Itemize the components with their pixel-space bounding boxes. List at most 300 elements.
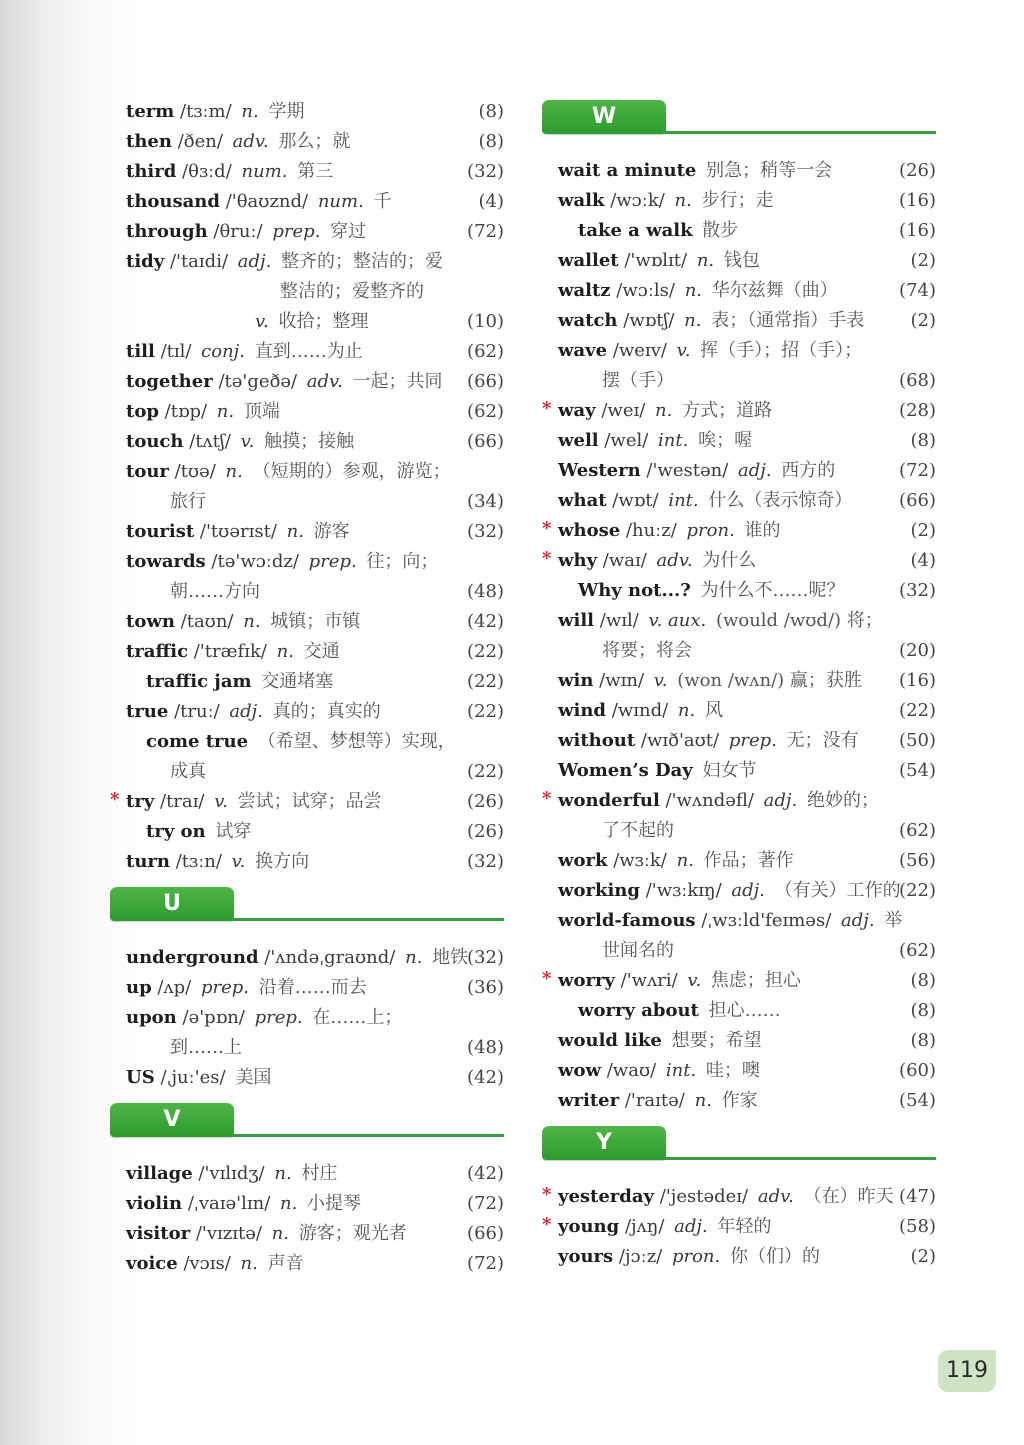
entry-word: world-famous	[558, 910, 696, 931]
entry-phonetic: /tə'wɔːdz/	[211, 551, 299, 572]
entry-pos: num.	[312, 191, 364, 212]
phrase: try on	[146, 821, 206, 842]
entry-meaning: 方式；道路	[676, 400, 773, 421]
entry-word: true	[126, 701, 169, 722]
entry-word: try	[126, 791, 155, 812]
glossary-entry	[126, 277, 504, 307]
entry-pos: v.	[208, 791, 228, 812]
section-rule	[662, 131, 936, 134]
entry-meaning-continued: 世闻名的	[602, 940, 674, 961]
glossary-entry	[126, 1159, 504, 1189]
entry-pos: int.	[652, 430, 689, 451]
entry-page: (72)	[467, 1253, 504, 1274]
entry-phonetic: /huːz/	[625, 520, 677, 541]
glossary-entry	[126, 157, 504, 187]
entry-meaning: 挥（手）；招（手）；	[694, 340, 863, 361]
entry-pos: adj.	[835, 910, 875, 931]
entry-meaning: 想要；希望	[665, 1030, 762, 1051]
glossary-entry	[542, 1212, 936, 1242]
glossary-entry	[126, 1063, 504, 1093]
entry-page: (62)	[899, 940, 936, 961]
entry-word: Women’s Day	[558, 760, 693, 781]
entry-phonetic: /'westən/	[646, 460, 729, 481]
star-marker: *	[110, 789, 120, 810]
section-rule	[230, 1134, 504, 1137]
entry-pos: prep.	[266, 221, 321, 242]
entry-word: yesterday	[558, 1186, 655, 1207]
star-marker: *	[542, 788, 552, 809]
glossary-entry	[558, 1056, 936, 1086]
entry-page: (62)	[899, 820, 936, 841]
entry-meaning: 钱包	[718, 250, 760, 271]
glossary-entry	[558, 276, 936, 306]
entry-page: (22)	[467, 641, 504, 662]
entry-word: wow	[558, 1060, 601, 1081]
entry-phonetic: /tɜːm/	[180, 101, 232, 122]
entry-meaning: 触摸；接触	[258, 431, 355, 452]
section-header-y	[542, 1126, 936, 1162]
entry-phonetic: /ə'pɒn/	[182, 1007, 245, 1028]
entry-page: (74)	[899, 280, 936, 301]
glossary-entry	[126, 577, 504, 607]
entry-pos: prep.	[723, 730, 777, 751]
entry-pos: n.	[280, 521, 304, 542]
glossary-entry	[542, 546, 936, 576]
phrase: take a walk	[578, 220, 693, 241]
entry-word: tidy	[126, 251, 165, 272]
entry-meaning: 那么；就	[272, 131, 351, 152]
entry-word: Western	[558, 460, 641, 481]
entry-meaning-continued: 摆（手）	[602, 370, 674, 391]
entry-phonetic: /jɔːz/	[618, 1246, 663, 1267]
entry-page: (32)	[467, 851, 504, 872]
star-marker: *	[542, 1184, 552, 1205]
entry-pos: v. aux.	[642, 610, 707, 631]
glossary-entry	[558, 1026, 936, 1056]
entry-pos: n.	[399, 947, 423, 968]
glossary-entry	[126, 727, 504, 757]
entry-page: (8)	[910, 970, 936, 991]
glossary-entry	[558, 726, 936, 756]
entry-meaning: （有关）工作的	[768, 880, 901, 901]
glossary-entry	[542, 396, 936, 426]
star-marker: *	[542, 968, 552, 989]
entry-pos: n.	[237, 611, 261, 632]
entry-phonetic: /'taɪdi/	[169, 251, 229, 272]
entry-pos: adj.	[668, 1216, 708, 1237]
phrase: worry about	[578, 1000, 699, 1021]
entry-pos: adj.	[757, 790, 798, 811]
entry-page: (2)	[910, 520, 936, 541]
entry-meaning: 城镇；市镇	[264, 611, 361, 632]
glossary-entry	[126, 307, 504, 337]
entry-word: yours	[558, 1246, 614, 1267]
entry-word: underground	[126, 947, 259, 968]
entry-page: (54)	[899, 760, 936, 781]
entry-phonetic: /wel/	[604, 430, 649, 451]
entry-phonetic: /truː/	[174, 701, 220, 722]
entry-page: (34)	[467, 491, 504, 512]
glossary-entry	[126, 847, 504, 877]
entry-page: (66)	[899, 490, 936, 511]
entry-page: (68)	[899, 370, 936, 391]
entry-word: wonderful	[558, 790, 660, 811]
entry-meaning: 顶端	[238, 401, 280, 422]
glossary-entry	[542, 786, 936, 816]
entry-page: (8)	[478, 101, 504, 122]
entry-meaning: 焦虑；担心	[705, 970, 801, 991]
entry-meaning: 试穿	[209, 821, 252, 842]
entry-phonetic: /'vɪzɪtə/	[195, 1223, 262, 1244]
entry-phonetic: /tə'geðə/	[218, 371, 298, 392]
glossary-entry	[126, 607, 504, 637]
entry-meaning: 第三	[291, 161, 334, 182]
entry-phonetic: /'θaʊznd/	[225, 191, 309, 212]
entry-phonetic: /θɜːd/	[182, 161, 232, 182]
entry-page: (32)	[467, 161, 504, 182]
entry-phonetic: /'wʌri/	[620, 970, 678, 991]
entry-meaning: （希望、梦想等）实现，	[252, 731, 456, 752]
entry-meaning: 风	[699, 700, 723, 721]
glossary-entry	[126, 1003, 504, 1033]
entry-word: win	[558, 670, 594, 691]
entry-page: (47)	[899, 1186, 936, 1207]
glossary-entry	[558, 1086, 936, 1116]
entry-meaning: 尝试；试穿；品尝	[231, 791, 382, 812]
entry-meaning: 整齐的；整洁的；爱	[275, 251, 444, 272]
entry-meaning-continued: 朝……方向	[170, 581, 260, 602]
glossary-entry	[558, 696, 936, 726]
entry-pos: n.	[219, 461, 243, 482]
glossary-entry	[126, 457, 504, 487]
entry-word: wave	[558, 340, 608, 361]
entry-page: (22)	[899, 700, 936, 721]
entry-phonetic: /wɔːk/	[610, 190, 665, 211]
entry-meaning: 谁的	[738, 520, 781, 541]
entry-page: (22)	[899, 880, 936, 901]
entry-page: (2)	[910, 1246, 936, 1267]
entry-meaning: （在）昨天	[797, 1186, 894, 1207]
entry-pos: n.	[234, 1253, 258, 1274]
entry-meaning: 妇女节	[696, 760, 757, 781]
entry-word: third	[126, 161, 177, 182]
entry-phonetic: /wɒt/	[612, 490, 659, 511]
entry-page: (16)	[899, 220, 936, 241]
entry-page: (72)	[467, 1193, 504, 1214]
glossary-entry	[126, 187, 504, 217]
entry-meaning: (would /wʊd/) 将；	[710, 610, 883, 631]
entry-pos: v.	[225, 851, 246, 872]
entry-pos: adj.	[725, 880, 765, 901]
entry-meaning-continued: 成真	[170, 761, 206, 782]
entry-phonetic: /wɒtʃ/	[623, 310, 675, 331]
entry-phonetic: /wɔːls/	[616, 280, 675, 301]
entry-phonetic: /'wʌndəfl/	[665, 790, 754, 811]
entry-phonetic: /wɪð'aʊt/	[640, 730, 720, 751]
entry-pos: pron.	[666, 1246, 721, 1267]
glossary-entry	[126, 1189, 504, 1219]
glossary-entry	[558, 936, 936, 966]
entry-phonetic: /tʌtʃ/	[189, 431, 231, 452]
glossary-entry	[542, 966, 936, 996]
entry-meaning: 在……上；	[306, 1007, 403, 1028]
glossary-entry	[558, 906, 936, 936]
entry-phonetic: /'træfɪk/	[193, 641, 267, 662]
entry-word: worry	[558, 970, 615, 991]
glossary-entry	[558, 336, 936, 366]
entry-page: (20)	[899, 640, 936, 661]
glossary-entry	[126, 757, 504, 787]
glossary-entry	[126, 943, 504, 973]
entry-pos: n.	[211, 401, 235, 422]
star-marker: *	[542, 548, 552, 569]
entry-page: (26)	[467, 791, 504, 812]
glossary-entry	[558, 216, 936, 246]
entry-phonetic: /waɪ/	[602, 550, 647, 571]
section-letter: Y	[542, 1126, 666, 1160]
entry-page: (8)	[910, 1000, 936, 1021]
star-marker: *	[542, 398, 552, 419]
glossary-entry	[126, 97, 504, 127]
entry-meaning: 村庄	[295, 1163, 338, 1184]
glossary-entry	[558, 666, 936, 696]
entry-page: (42)	[467, 611, 504, 632]
glossary-entry	[126, 973, 504, 1003]
entry-meaning: 真的；真实的	[266, 701, 381, 722]
entry-meaning: 地铁	[426, 947, 469, 968]
entry-phonetic: /weɪ/	[601, 400, 646, 421]
entry-page: (42)	[467, 1163, 504, 1184]
entry-phonetic: /weɪv/	[612, 340, 667, 361]
glossary-entry	[126, 427, 504, 457]
section-rule	[662, 1157, 936, 1160]
glossary-entry	[126, 337, 504, 367]
entry-meaning: 散步	[696, 220, 739, 241]
section-header-u	[110, 887, 504, 923]
entry-pos: prep.	[248, 1007, 303, 1028]
entry-phonetic: /'wɒlɪt/	[624, 250, 688, 271]
entry-pos: n.	[678, 310, 702, 331]
entry-word: walk	[558, 190, 605, 211]
entry-phonetic: /'raɪtə/	[624, 1090, 685, 1111]
glossary-entry	[126, 487, 504, 517]
glossary-entry	[558, 426, 936, 456]
glossary-entry	[558, 456, 936, 486]
glossary-entry	[558, 996, 936, 1026]
section-header-w	[542, 100, 936, 136]
entry-phonetic: /'vɪlɪdʒ/	[198, 1163, 265, 1184]
entry-pos: n.	[672, 700, 696, 721]
entry-pos: int.	[662, 490, 699, 511]
glossary-entry	[558, 846, 936, 876]
entry-pos: n.	[649, 400, 673, 421]
entry-word: thousand	[126, 191, 220, 212]
entry-pos: n.	[688, 1090, 712, 1111]
entry-meaning: 你（们）的	[724, 1246, 820, 1267]
entry-meaning-continued: 将要；将会	[602, 640, 692, 661]
entry-pos: prep.	[302, 551, 357, 572]
entry-word: top	[126, 401, 159, 422]
entry-meaning: 为什么不……呢？	[694, 580, 845, 601]
entry-page: (22)	[467, 671, 504, 692]
entry-pos: n.	[274, 1193, 298, 1214]
star-marker: *	[542, 1214, 552, 1235]
entry-phonetic: /wɪl/	[599, 610, 639, 631]
entry-meaning: 步行；走	[695, 190, 774, 211]
entry-meaning: 担心……	[702, 1000, 781, 1021]
entry-page: (28)	[899, 400, 936, 421]
glossary-entry	[542, 516, 936, 546]
entry-pos: adv.	[650, 550, 693, 571]
entry-meaning-continued: 旅行	[170, 491, 206, 512]
section-letter: U	[110, 887, 234, 921]
entry-meaning: (won /wʌn/) 赢；获胜	[671, 670, 862, 691]
entry-word: towards	[126, 551, 206, 572]
entry-word: US	[126, 1067, 155, 1088]
entry-meaning: 什么（表示惊奇）	[702, 490, 853, 511]
entry-pos: v.	[255, 311, 269, 332]
glossary-entry	[558, 246, 936, 276]
entry-word: wait a minute	[558, 160, 697, 181]
entry-meaning: 年轻的	[711, 1216, 772, 1237]
entry-page: (50)	[899, 730, 936, 751]
entry-word: till	[126, 341, 155, 362]
glossary-entry	[126, 547, 504, 577]
entry-phonetic: /'ʌndəˌgraʊnd/	[264, 947, 396, 968]
entry-word: young	[558, 1216, 620, 1237]
entry-page: (26)	[899, 160, 936, 181]
entry-word: tour	[126, 461, 169, 482]
entry-meaning: 直到……为止	[249, 341, 363, 362]
entry-page: (66)	[467, 431, 504, 452]
entry-word: through	[126, 221, 208, 242]
section-header-v	[110, 1103, 504, 1139]
entry-phonetic: /'wɜːkɪŋ/	[645, 880, 722, 901]
entry-page: (4)	[910, 550, 936, 571]
entry-page: (26)	[467, 821, 504, 842]
entry-page: (66)	[467, 371, 504, 392]
entry-meaning: 一起；共同	[346, 371, 443, 392]
entry-word: traffic	[126, 641, 189, 662]
entry-page: (22)	[467, 761, 504, 782]
entry-page: (60)	[899, 1060, 936, 1081]
page-number: 119	[938, 1350, 996, 1392]
glossary-entry	[126, 1033, 504, 1063]
glossary-entry	[126, 397, 504, 427]
entry-pos: adj.	[732, 460, 772, 481]
entry-pos: n.	[668, 190, 692, 211]
glossary-entry	[126, 817, 504, 847]
glossary-entry	[558, 486, 936, 516]
entry-page: (8)	[910, 430, 936, 451]
entry-phonetic: /tɜːn/	[175, 851, 222, 872]
entry-page: (10)	[467, 311, 504, 332]
entry-word: together	[126, 371, 213, 392]
entry-pos: v.	[234, 431, 255, 452]
entry-word: violin	[126, 1193, 183, 1214]
entry-pos: int.	[660, 1060, 697, 1081]
glossary-entry	[558, 576, 936, 606]
glossary-entry	[126, 637, 504, 667]
entry-page: (32)	[899, 580, 936, 601]
entry-word: voice	[126, 1253, 178, 1274]
entry-phonetic: /wɜːk/	[613, 850, 667, 871]
star-marker: *	[542, 518, 552, 539]
entry-meaning: 华尔兹舞（曲）	[706, 280, 838, 301]
entry-word: without	[558, 730, 636, 751]
glossary-entry	[558, 816, 936, 846]
entry-phonetic: /wɪnd/	[611, 700, 669, 721]
entry-pos: v.	[648, 670, 668, 691]
entry-page: (16)	[899, 670, 936, 691]
entry-meaning: 游客	[307, 521, 350, 542]
entry-meaning: 哇；噢	[700, 1060, 760, 1081]
entry-word: watch	[558, 310, 618, 331]
entry-phonetic: /θruː/	[213, 221, 263, 242]
entry-word: way	[558, 400, 596, 421]
section-rule	[230, 918, 504, 921]
entry-phonetic: /traɪ/	[160, 791, 205, 812]
entry-word: wallet	[558, 250, 619, 271]
section-letter: W	[542, 100, 666, 134]
entry-word: touch	[126, 431, 184, 452]
entry-page: (2)	[910, 250, 936, 271]
phrase: come true	[146, 731, 249, 752]
entry-word: work	[558, 850, 608, 871]
entry-phonetic: /ˌwɜːld'feɪməs/	[701, 910, 832, 931]
glossary-entry	[558, 156, 936, 186]
entry-phonetic: /tɪl/	[160, 341, 192, 362]
entry-phonetic: /ˌjuː'es/	[160, 1067, 226, 1088]
entry-pos: v.	[681, 970, 702, 991]
entry-phonetic: /'tʊərɪst/	[199, 521, 277, 542]
entry-phonetic: /ðen/	[177, 131, 223, 152]
entry-meaning: 表；（通常指）手表	[705, 310, 865, 331]
entry-meaning-continued: 到……上	[170, 1037, 242, 1058]
entry-pos: n.	[691, 250, 715, 271]
entry-page: (16)	[899, 190, 936, 211]
entry-word: turn	[126, 851, 170, 872]
glossary-entry	[558, 306, 936, 336]
entry-meaning: 往；向；	[360, 551, 439, 572]
glossary-entry	[558, 606, 936, 636]
glossary-entry	[126, 667, 504, 697]
entry-word: upon	[126, 1007, 177, 1028]
entry-pos: n.	[678, 280, 703, 301]
entry-meaning: 学期	[262, 101, 305, 122]
entry-phonetic: /tʊə/	[174, 461, 216, 482]
glossary-entry	[558, 756, 936, 786]
entry-pos: adv.	[226, 131, 269, 152]
entry-meaning-continued: 收拾；整理	[272, 311, 369, 332]
entry-word: would like	[558, 1030, 662, 1051]
entry-page: (72)	[467, 221, 504, 242]
entry-word: wind	[558, 700, 607, 721]
entry-word: writer	[558, 1090, 620, 1111]
entry-meaning: 交通堵塞	[255, 671, 334, 692]
entry-pos: n.	[265, 1223, 289, 1244]
entry-word: waltz	[558, 280, 611, 301]
entry-pos: n.	[270, 641, 294, 662]
entry-meaning: 绝妙的；	[801, 790, 879, 811]
phrase: traffic jam	[146, 671, 252, 692]
entry-page: (36)	[467, 977, 504, 998]
entry-meaning: 西方的	[775, 460, 836, 481]
entry-pos: adv.	[301, 371, 343, 392]
entry-meaning: 作家	[715, 1090, 758, 1111]
entry-meaning: 游客；观光者	[293, 1223, 407, 1244]
entry-meaning: （短期的）参观，游览；	[246, 461, 451, 482]
